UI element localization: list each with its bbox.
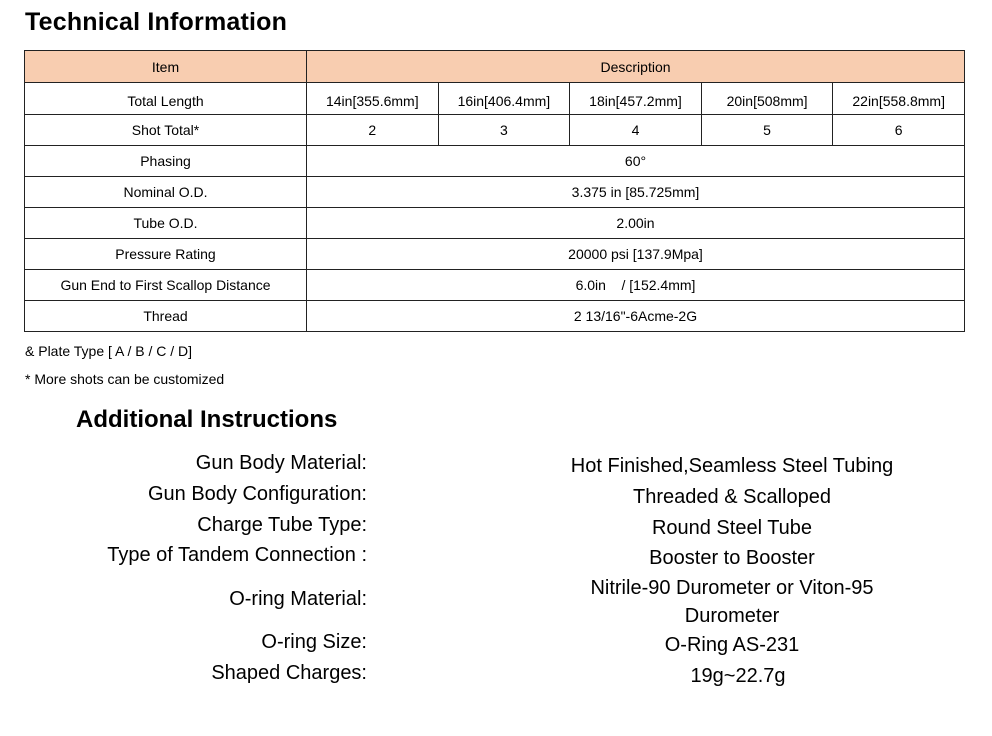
table-row-total-length xyxy=(25,83,965,115)
row-value: 6.0in / [152.4mm] xyxy=(307,270,965,301)
instruction-value: Nitrile-90 Durometer or Viton-95 Durometer xyxy=(590,577,874,627)
page-title: Technical Information xyxy=(25,8,288,36)
length-value: 14in[355.6mm] xyxy=(307,83,439,115)
instruction-label: Gun Body Material: xyxy=(195,452,367,474)
instruction-value: Round Steel Tube xyxy=(651,517,813,539)
shot-value: 4 xyxy=(570,115,702,146)
shot-value: 6 xyxy=(833,115,965,146)
additional-instructions-title: Additional Instructions xyxy=(76,406,338,433)
length-value: 18in[457.2mm] xyxy=(570,83,702,115)
length-value: 20in[508mm] xyxy=(701,83,833,115)
shot-value: 3 xyxy=(438,115,570,146)
instruction-value: Threaded & Scalloped xyxy=(633,486,831,508)
table-header-row xyxy=(25,51,965,83)
header-item: Item xyxy=(25,51,307,83)
row-label: Shot Total* xyxy=(25,115,307,146)
instruction-label: O-ring Material: xyxy=(229,588,367,610)
more-shots-note: * More shots can be customized xyxy=(25,371,225,387)
instruction-label: Type of Tandem Connection : xyxy=(107,544,367,566)
shot-value: 2 xyxy=(307,115,439,146)
length-value: 22in[558.8mm] xyxy=(833,83,965,115)
shot-value: 5 xyxy=(701,115,833,146)
row-value: 2 13/16"-6Acme-2G xyxy=(307,301,965,332)
row-value: 3.375 in [85.725mm] xyxy=(307,177,965,208)
instruction-value: Hot Finished,Seamless Steel Tubing xyxy=(570,455,894,477)
row-value: 60° xyxy=(307,146,965,177)
instruction-label: Gun Body Configuration: xyxy=(147,483,367,505)
table-row-thread xyxy=(25,301,965,332)
table-row-tube-od xyxy=(25,208,965,239)
instruction-value: Booster to Booster xyxy=(649,547,815,569)
table-row-scallop-distance xyxy=(25,270,965,301)
table-row-nominal-od xyxy=(25,177,965,208)
row-label: Thread xyxy=(25,301,307,332)
length-value: 16in[406.4mm] xyxy=(438,83,570,115)
plate-type-note: & Plate Type [ A / B / C / D] xyxy=(25,343,193,359)
instruction-label: Shaped Charges: xyxy=(211,662,367,684)
instruction-value: O-Ring AS-231 xyxy=(664,634,800,656)
table-row-phasing xyxy=(25,146,965,177)
instruction-value: 19g~22.7g xyxy=(690,665,786,687)
table-row-shot-total xyxy=(25,115,965,146)
row-value: 20000 psi [137.9Mpa] xyxy=(307,239,965,270)
technical-info-table xyxy=(24,50,965,332)
row-label: Total Length xyxy=(25,83,307,115)
instruction-label: Charge Tube Type: xyxy=(197,514,367,536)
row-label: Pressure Rating xyxy=(25,239,307,270)
header-description: Description xyxy=(307,51,965,83)
row-label: Gun End to First Scallop Distance xyxy=(25,270,307,301)
row-label: Phasing xyxy=(25,146,307,177)
row-value: 2.00in xyxy=(307,208,965,239)
instruction-label: O-ring Size: xyxy=(261,631,367,653)
row-label: Tube O.D. xyxy=(25,208,307,239)
row-label: Nominal O.D. xyxy=(25,177,307,208)
table-row-pressure-rating xyxy=(25,239,965,270)
